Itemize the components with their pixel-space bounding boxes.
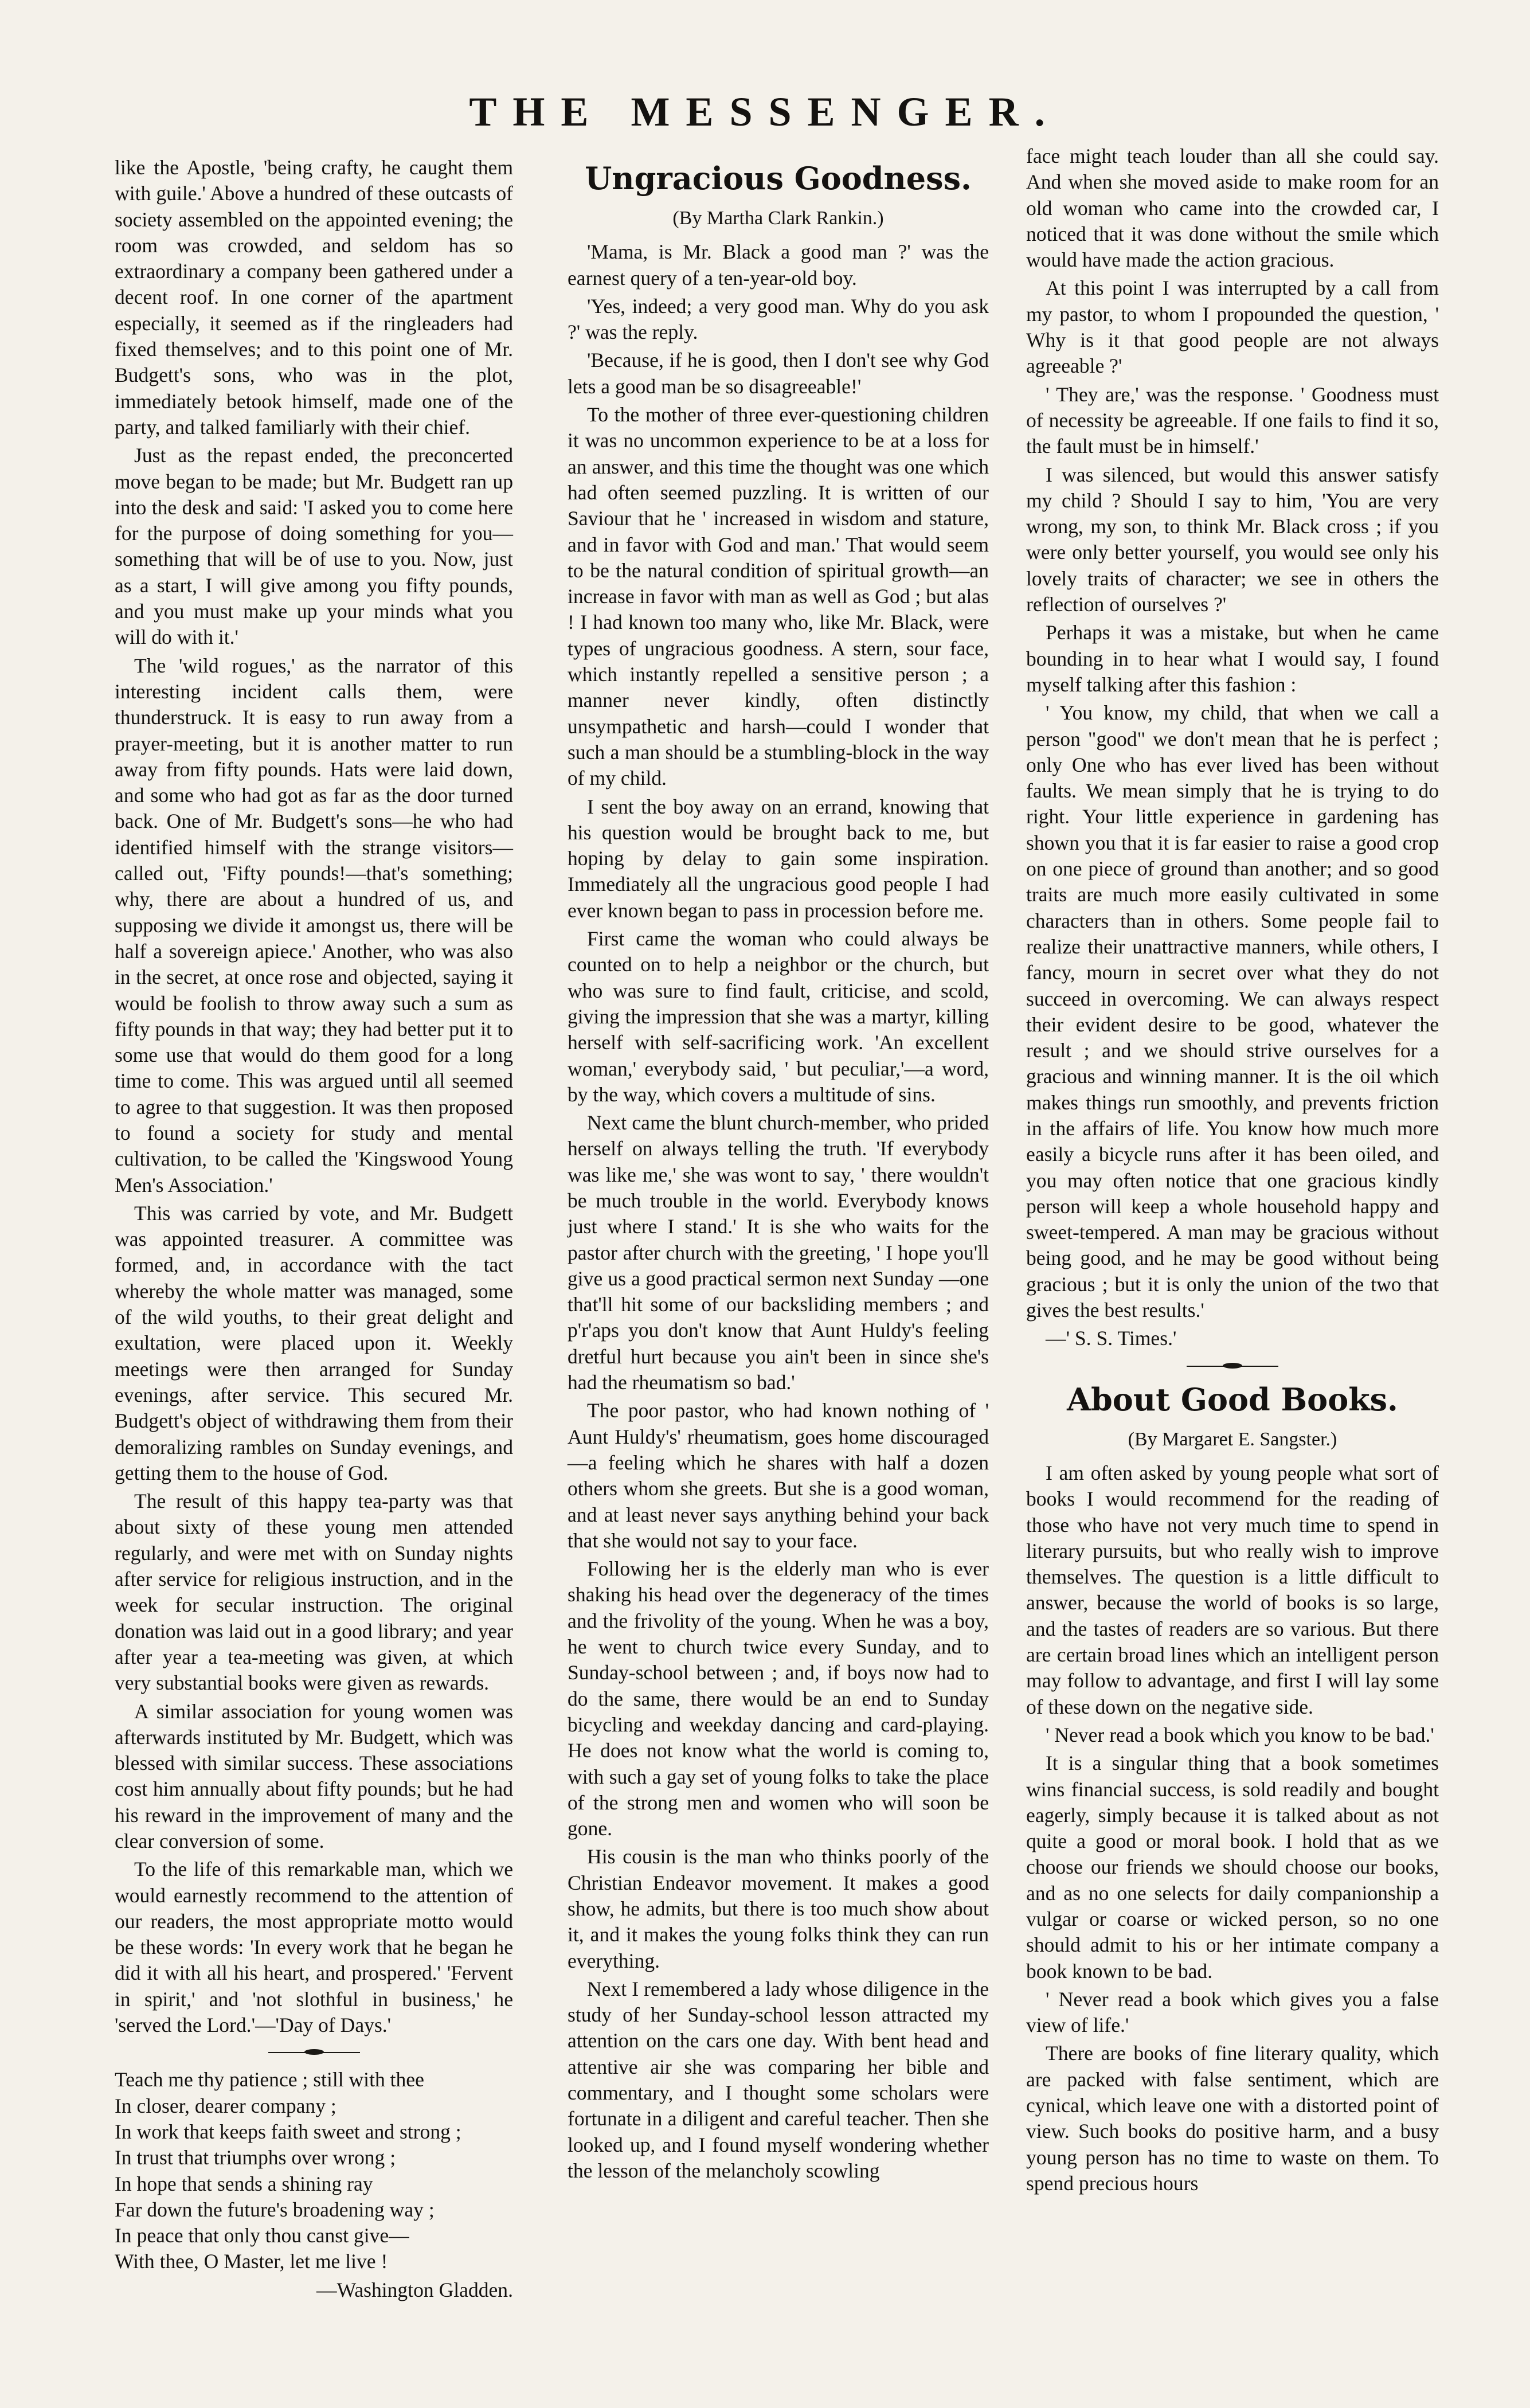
paragraph: To the mother of three ever-questioning children it was no uncommon experience to be at a loss for an answer, and this time the thought was one which had often seemed puzzling. It is written of our Saviour that he ' increased in wisdom and stature, and in favor with God and man.' That would seem to be the natural condition of spiritual growth—an increase in favor with man as well as God ; but alas ! I had known too many who, like Mr. Black, were types of ungracious goodness. A stern, sour face, which instantly repelled a sensitive person ; a manner never kindly, often distinctly unsympathetic and harsh—could I wonder that such a man should be a stumbling-block in the way of my child. (568, 403, 989, 790)
paragraph: A similar association for young women was afterwards instituted by Mr. Budgett, which was blessed with similar success. These associations cost him annually about fifty pounds; but he had his reward in the improvement of many and the clear conversion of some. (115, 1699, 513, 1852)
paragraph: His cousin is the man who thinks poorly of the Christian Endeavor movement. It makes a good show, he admits, but there is too much show about it, and it makes the young folks think they can run everything. (568, 1845, 989, 1972)
article-byline: (By Martha Clark Rankin.) (672, 208, 884, 229)
paragraph: To the life of this remarkable man, which we would earnestly recommend to the attention of our readers, the most appropriate motto would be these words: 'In every work that he began he did it with all his heart, and prospered.' 'Fervent in spirit,' and 'not slothful in business,' he 'served the Lord.'—'Day of Days.' (115, 1858, 513, 2037)
paragraph: ' They are,' was the response. ' Goodness must of necessity be agreeable. If one fails to find it so, the fault must be in himself.' (1026, 382, 1439, 458)
paragraph: The poor pastor, who had known nothing of ' Aunt Huldy's' rheumatism, goes home discouraged—a feeling which he shares with half a dozen others whom she greets. But she is a good woman, and at least never says anything behind your back that she would not say to your face. (568, 1399, 989, 1552)
paragraph: This was carried by vote, and Mr. Budgett was appointed treasurer. A committee was formed, and, in accordance with the tact whereby the whole matter was managed, some of the wild youths, to their great delight and exultation, were placed upon it. Weekly meetings were then arranged for Sunday evenings, after service. This secured Mr. Budgett's object of withdrawing them from their demoralizing rambles on Sunday evenings, and getting them to the house of God. (115, 1201, 513, 1484)
paragraph: ' You know, my child, that when we call a person "good" we don't mean that he is perfect ; only One who has ever lived has been without faults. We mean simply that he is trying to do right. Your little experience in gardening has shown you that it is far easier to raise a good crop on one piece of ground than another; and so good traits are much more easily cultivated in some characters than in others. Some people fail to realize their unattractive manners, while others, I fancy, mourn in secret over what they do not succeed in overcoming. We can always respect their evident desire to be good, whatever the result ; and we should strive ourselves for a gracious and winning manner. It is the oil which makes things run smoothly, and prevents friction in the affairs of life. You know how much more easily a bicycle runs after it has been oiled, and you may often notice that one gracious kindly person will keep a whole household happy and sweet-tempered. A man may be gracious without being good, and he may be good without being gracious ; but it is only the union of the two that gives the best results.' (1026, 701, 1439, 1322)
paragraph: The 'wild rogues,' as the narrator of this interesting incident calls them, were thunderstruck. It is easy to run away from a prayer-meeting, but it is another matter to run away from fifty pounds. Hats were laid down, and some who had got as far as the door turned back. One of Mr. Budgett's sons—he who had identified himself with the strange visitors—called out, 'Fifty pounds!—that's something; why, there are about a hundred of us, and supposing we divide it amongst us, there will be half a sovereign apiece.' Another, who was also in the secret, at once rose and objected, saying it would be foolish to throw away such a sum as fifty pounds in that way; they had better put it to some use that would do them good for a long time to come. This was argued until all seemed to agree to that suggestion. It was then proposed to found a society for study and mental cultivation, to be called the 'Kingswood Young Men's Association.' (115, 654, 513, 1197)
paragraph: At this point I was interrupted by a call from my pastor, to whom I propounded the question, ' Why is it that good people are not always agreeable ?' (1026, 276, 1439, 378)
poem-line: In hope that sends a shining ray (115, 2172, 373, 2195)
poem-author: —Washington Gladden. (316, 2278, 513, 2301)
paragraph: Next came the blunt church-member, who prided herself on always telling the truth. 'If everybody was like me,' she was wont to say, ' there wouldn't be much trouble in the world. Everybody knows just where I stand.' It is she who waits for the pastor after church with the greeting, ' I hope you'll give us a good practical sermon next Sunday —one that'll hit some of our backsliding members ; and p'r'aps you don't know that Aunt Huldy's feeling dretful hurt because you ain't been in since she's had the rheumatism so bad.' (568, 1111, 989, 1394)
article-source: —' S. S. Times.' (1046, 1327, 1177, 1350)
paragraph: like the Apostle, 'being crafty, he caught them with guile.' Above a hundred of these outcasts of society assembled on the appointed evening; the room was crowded, and seldom has so extraordinary a company been gathered under a decent roof. In one corner of the apartment especially, it seemed as if the ringleaders had fixed themselves; and to this point one of Mr. Budgett's sons, who was in the plot, immediately betook himself, made one of the party, and talked familiarly with their chief. (115, 156, 513, 439)
poem-line: Far down the future's broadening way ; (115, 2198, 435, 2221)
poem-line: Teach me thy patience ; still with thee (115, 2068, 424, 2092)
paragraph: Perhaps it was a mistake, but when he came bounding in to hear what I would say, I found myself talking after this fashion : (1026, 621, 1439, 696)
paragraph: I sent the boy away on an errand, knowing that his question would be brought back to me, but hoping by delay to gain some inspiration. Immediately all the ungracious good people I had ever known began to pass in procession before me. (568, 795, 989, 922)
column-3 (1026, 143, 1439, 2199)
section-divider (1026, 1358, 1439, 1375)
paragraph: 'Yes, indeed; a very good man. Why do you ask ?' was the reply. (568, 294, 989, 344)
article-title: Ungracious Goodness. (585, 160, 972, 197)
column-1 (115, 155, 513, 2303)
masthead: THE MESSENGER. (469, 89, 1061, 135)
poem-line: In closer, dearer company ; (115, 2094, 336, 2117)
paragraph: Just as the repast ended, the preconcerted move began to be made; but Mr. Budgett ran up into the desk and said: 'I asked you to come here for the purpose of doing something for you—something that will be of use to you. Now, just as a start, I will give among you fifty pounds, and you must make up your minds what you will do with it.' (115, 444, 513, 649)
article-title: About Good Books. (1067, 1381, 1398, 1418)
poem-line: In trust that triumphs over wrong ; (115, 2146, 396, 2169)
poem (115, 2067, 513, 2303)
poem-line: In peace that only thou canst give— (115, 2224, 409, 2247)
paragraph: I am often asked by young people what sort of books I would recommend for the reading of those who have not very much time to spend in literary pursuits, but who really wish to improve themselves. The question is a little difficult to answer, because the world of books is so large, and the tastes of readers are so various. But there are certain broad lines which an intelligent person may follow to advantage, and first I will lay some of these down on the negative side. (1026, 1461, 1439, 1718)
paragraph: Next I remembered a lady whose diligence in the study of her Sunday-school lesson attracted my attention on the cars one day. With bent head and attentive air she was comparing her bible and commentary, and I thought some scholars were fortunate in a diligent and careful teacher. Then she looked up, and I found myself wondering whether the lesson of the melancholy scowling (568, 1977, 989, 2182)
article-byline: (By Margaret E. Sangster.) (1128, 1428, 1337, 1450)
paragraph: 'Mama, is Mr. Black a good man ?' was the earnest query of a ten-year-old boy. (568, 240, 989, 290)
paragraph: 'Because, if he is good, then I don't see why God lets a good man be so disagreeable!' (568, 349, 989, 398)
paragraph: The result of this happy tea-party was that about sixty of these young men attended regularly, and were met with on Sunday nights after service for religious instruction, and in the week for secular instruction. The original donation was laid out in a good library; and year after year a tea-meeting was given, at which very substantial books were given as rewards. (115, 1490, 513, 1695)
paragraph: I was silenced, but would this answer satisfy my child ? Should I say to him, 'You are very wrong, my son, to think Mr. Black cross ; if you were only better yourself, you would see only his lovely traits of character; we see in others the reflection of ourselves ?' (1026, 463, 1439, 616)
paragraph: ' Never read a book which you know to be bad.' (1046, 1723, 1434, 1746)
poem-line: With thee, O Master, let me live ! (115, 2250, 388, 2273)
paragraph: There are books of fine literary quality, which are packed with false sentiment, which are cynical, which leave one with a distorted point of view. Such books do positive harm, and a busy young person has no time to waste on them. To spend precious hours (1026, 2042, 1439, 2195)
paragraph: First came the woman who could always be counted on to help a neighbor or the church, but who was sure to find fault, criticise, and scold, giving the impression that she was a martyr, killing herself with self-sacrificing work. 'An excellent woman,' everybody said, ' but peculiar,'—a word, by the way, which covers a multitude of sins. (568, 927, 989, 1106)
paragraph: face might teach louder than all she could say. And when she moved aside to make room for an old woman who came into the crowded car, I noticed that it was done without the smile which would have made the action gracious. (1026, 144, 1439, 272)
paragraph: ' Never read a book which gives you a false view of life.' (1026, 1987, 1439, 2037)
paragraph: It is a singular thing that a book sometimes wins financial success, is sold readily and bought eagerly, simply because it is talked about as not quite a good or moral book. I hold that as we choose our friends we should choose our books, and as no one selects for daily companionship a vulgar or coarse or wicked person, so no one should admit to his or her intimate company a book known to be bad. (1026, 1752, 1439, 1983)
section-divider (115, 2044, 513, 2061)
column-2 (568, 155, 989, 2186)
poem-line: In work that keeps faith sweet and strong ; (115, 2120, 461, 2143)
paragraph: Following her is the elderly man who is ever shaking his head over the degeneracy of the times and the frivolity of the young. When he was a boy, he went to church twice every Sunday, and to Sunday-school between ; and, if boys now had to do the same, there would be an end to Sunday bicycling and weekday dancing and card-playing. He does not know what the world is coming to, with such a gay set of young folks to take the place of the strong men and women who will soon be gone. (568, 1557, 989, 1840)
